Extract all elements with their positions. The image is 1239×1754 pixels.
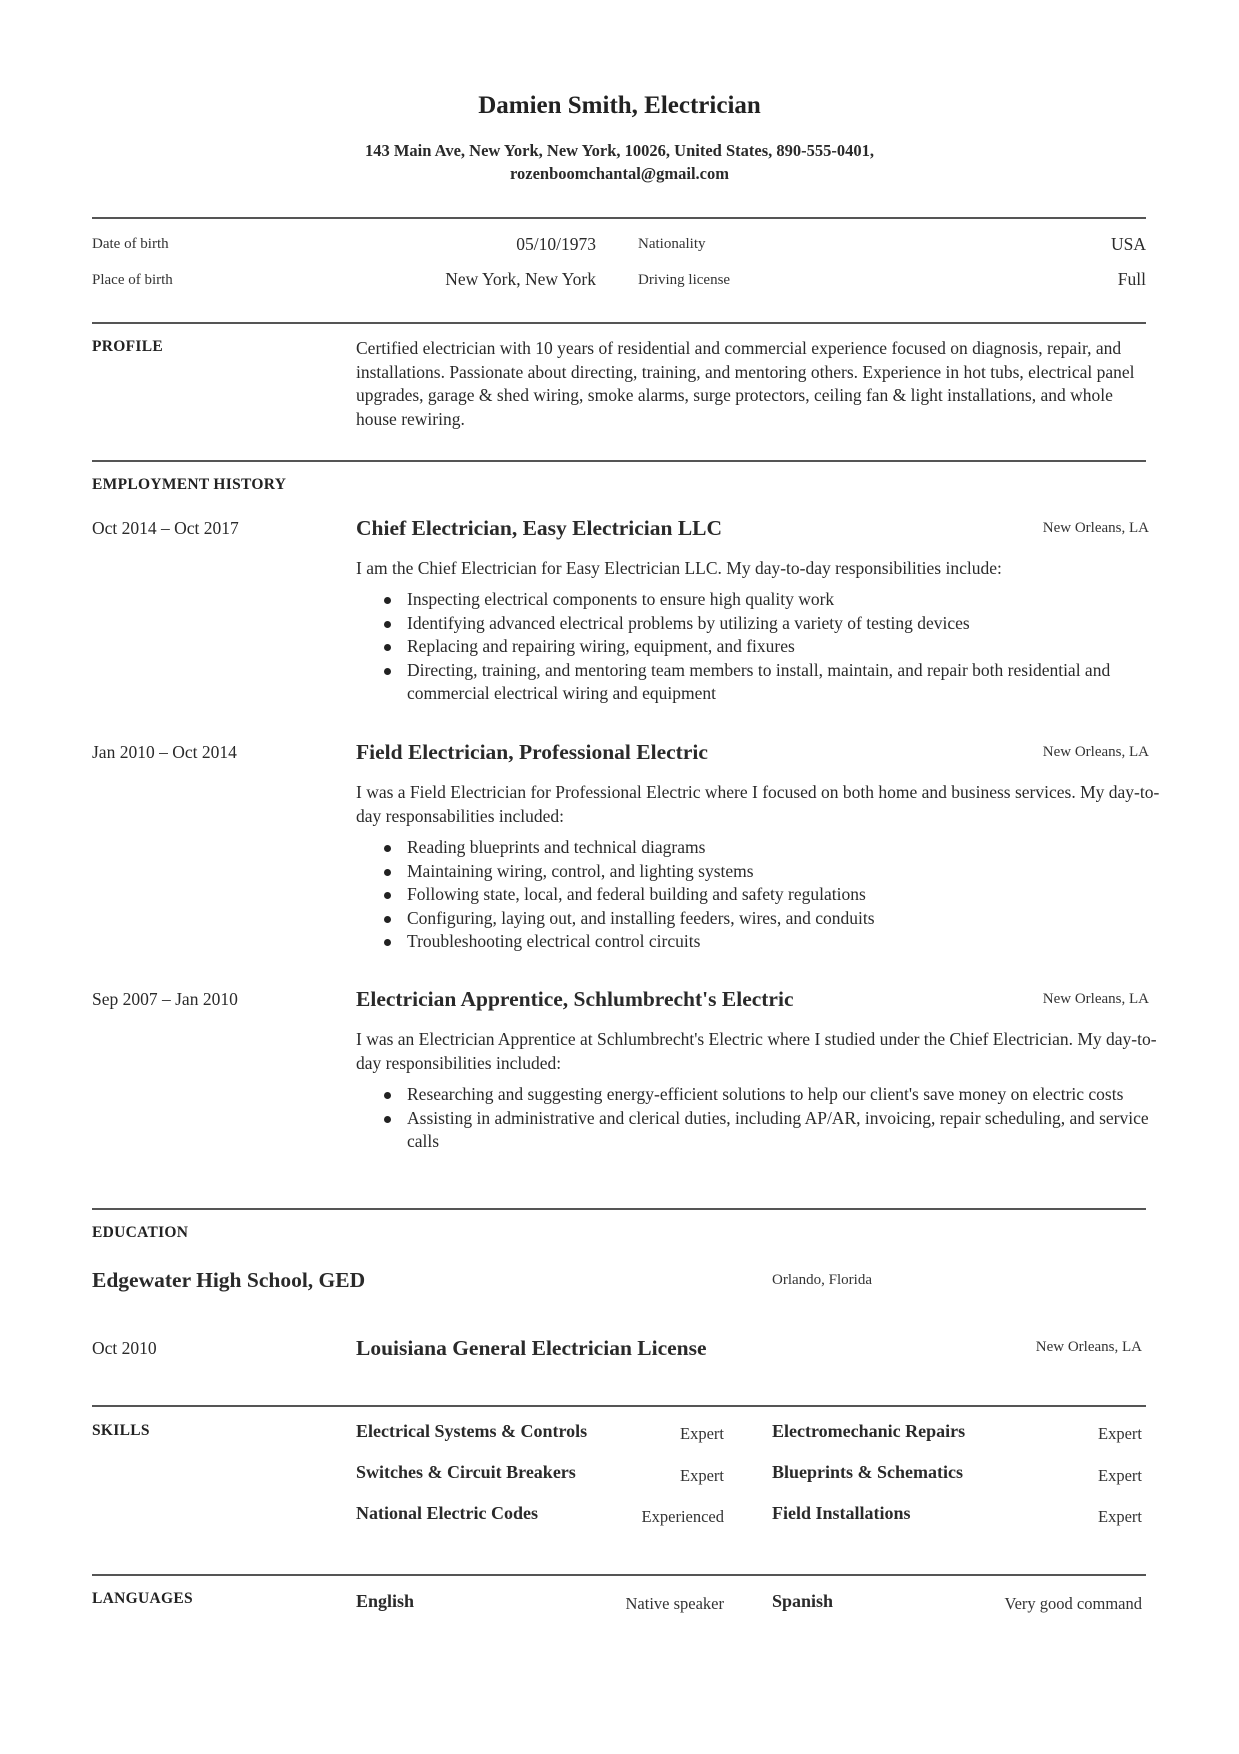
place-of-birth-value: New York, New York: [445, 269, 596, 289]
list-item: Troubleshooting electrical control circuits: [356, 930, 1156, 954]
language-name: Spanish: [772, 1591, 834, 1611]
nationality-label: Nationality: [638, 236, 706, 252]
skill-level: Expert: [1098, 1507, 1142, 1526]
skill-name: National Electric Codes: [356, 1503, 538, 1523]
languages-heading: LANGUAGES: [92, 1590, 193, 1607]
job-title: Field Electrician, Professional Electric: [356, 740, 708, 764]
education-dates: Oct 2010: [92, 1338, 157, 1358]
list-item: Assisting in administrative and clerical duties, including AP/AR, invoicing, repair scheduling, and service calls: [356, 1107, 1156, 1154]
list-item: Maintaining wiring, control, and lighting systems: [356, 860, 1156, 884]
job-description: I was a Field Electrician for Professional Electric where I focused on both home and business services. My day-to-day responsabilities included:: [356, 782, 1160, 826]
bullet-icon: [384, 939, 391, 946]
job-description: I am the Chief Electrician for Easy Electrician LLC. My day-to-day responsibilities include:: [356, 558, 1002, 578]
job-location: New Orleans, LA: [1042, 520, 1149, 536]
bullet-icon: [384, 644, 391, 651]
skill-level: Expert: [1098, 1466, 1142, 1485]
skill-level: Expert: [1098, 1424, 1142, 1443]
education-title: Louisiana General Electrician License: [356, 1336, 707, 1360]
job-location: New Orleans, LA: [1042, 744, 1149, 760]
language-level: Native speaker: [625, 1594, 724, 1613]
skill-name: Electrical Systems & Controls: [356, 1421, 588, 1441]
skill-level: Experienced: [641, 1507, 724, 1526]
bullet-icon: [384, 869, 391, 876]
skill-level: Expert: [680, 1424, 724, 1443]
skill-name: Electromechanic Repairs: [772, 1421, 966, 1441]
job-responsibilities-list: [356, 1083, 1156, 1154]
divider: [92, 322, 1146, 324]
education-location: Orlando, Florida: [772, 1272, 872, 1288]
job-dates: Sep 2007 – Jan 2010: [92, 989, 238, 1009]
list-item: Configuring, laying out, and installing feeders, wires, and conduits: [356, 907, 1156, 931]
skill-level: Expert: [680, 1466, 724, 1485]
job-dates: Jan 2010 – Oct 2014: [92, 742, 237, 762]
divider: [92, 460, 1146, 462]
contact-address-phone: 143 Main Ave, New York, New York, 10026, United States, 890-555-0401,: [364, 141, 875, 160]
bullet-icon: [384, 1092, 391, 1099]
bullet-icon: [384, 845, 391, 852]
bullet-icon: [384, 597, 391, 604]
divider: [92, 1574, 1146, 1576]
education-location: New Orleans, LA: [1035, 1339, 1142, 1355]
job-title: Electrician Apprentice, Schlumbrecht's Electric: [356, 987, 794, 1011]
bullet-icon: [384, 1116, 391, 1123]
list-item: Reading blueprints and technical diagrams: [356, 836, 1156, 860]
date-of-birth-value: 05/10/1973: [516, 234, 596, 254]
list-item: Researching and suggesting energy-efficient solutions to help our client's save money on electric costs: [356, 1083, 1156, 1107]
driving-license-label: Driving license: [638, 272, 731, 288]
divider: [92, 1405, 1146, 1407]
job-dates: Oct 2014 – Oct 2017: [92, 518, 239, 538]
language-level: Very good command: [1004, 1594, 1142, 1613]
date-of-birth-label: Date of birth: [92, 236, 169, 252]
profile-text: Certified electrician with 10 years of residential and commercial experience focused on diagnosis, repair, and installations. Passionate about directing, training, and mentoring others. Experience in hot tubs, electrical panel upgrades, garage & shed wiring, smoke alarms, surge protectors, ceiling fan & light installations, and whole house rewiring.: [356, 338, 1135, 429]
education-title: Edgewater High School, GED: [92, 1268, 366, 1292]
job-description: I was an Electrician Apprentice at Schlumbrecht's Electric where I studied under the Chief Electrician. My day-to-day responsibilities included:: [356, 1029, 1157, 1073]
job-responsibilities-list: [356, 588, 1156, 706]
list-item: Identifying advanced electrical problems by utilizing a variety of testing devices: [356, 612, 1156, 636]
language-name: English: [356, 1591, 415, 1611]
job-location: New Orleans, LA: [1042, 991, 1149, 1007]
profile-heading: PROFILE: [92, 338, 163, 355]
job-responsibilities-list: [356, 836, 1156, 954]
bullet-icon: [384, 668, 391, 675]
contact-email: rozenboomchantal@gmail.com: [510, 164, 729, 183]
bullet-icon: [384, 916, 391, 923]
skill-name: Blueprints & Schematics: [772, 1462, 963, 1482]
list-item: Inspecting electrical components to ensure high quality work: [356, 588, 1156, 612]
nationality-value: USA: [1110, 234, 1146, 254]
skill-name: Switches & Circuit Breakers: [356, 1462, 576, 1482]
employment-heading: EMPLOYMENT HISTORY: [92, 476, 287, 493]
skills-heading: SKILLS: [92, 1422, 150, 1439]
bullet-icon: [384, 621, 391, 628]
skill-name: Field Installations: [772, 1503, 911, 1523]
divider: [92, 217, 1146, 219]
list-item: Following state, local, and federal building and safety regulations: [356, 883, 1156, 907]
driving-license-value: Full: [1117, 269, 1146, 289]
place-of-birth-label: Place of birth: [92, 272, 173, 288]
list-item: Directing, training, and mentoring team members to install, maintain, and repair both residential and commercial electrical wiring and equipment: [356, 659, 1156, 706]
bullet-icon: [384, 892, 391, 899]
divider: [92, 1208, 1146, 1210]
list-item: Replacing and repairing wiring, equipment, and fixures: [356, 635, 1156, 659]
job-title: Chief Electrician, Easy Electrician LLC: [356, 516, 723, 540]
education-heading: EDUCATION: [92, 1224, 189, 1241]
resume-title: Damien Smith, Electrician: [478, 92, 761, 119]
